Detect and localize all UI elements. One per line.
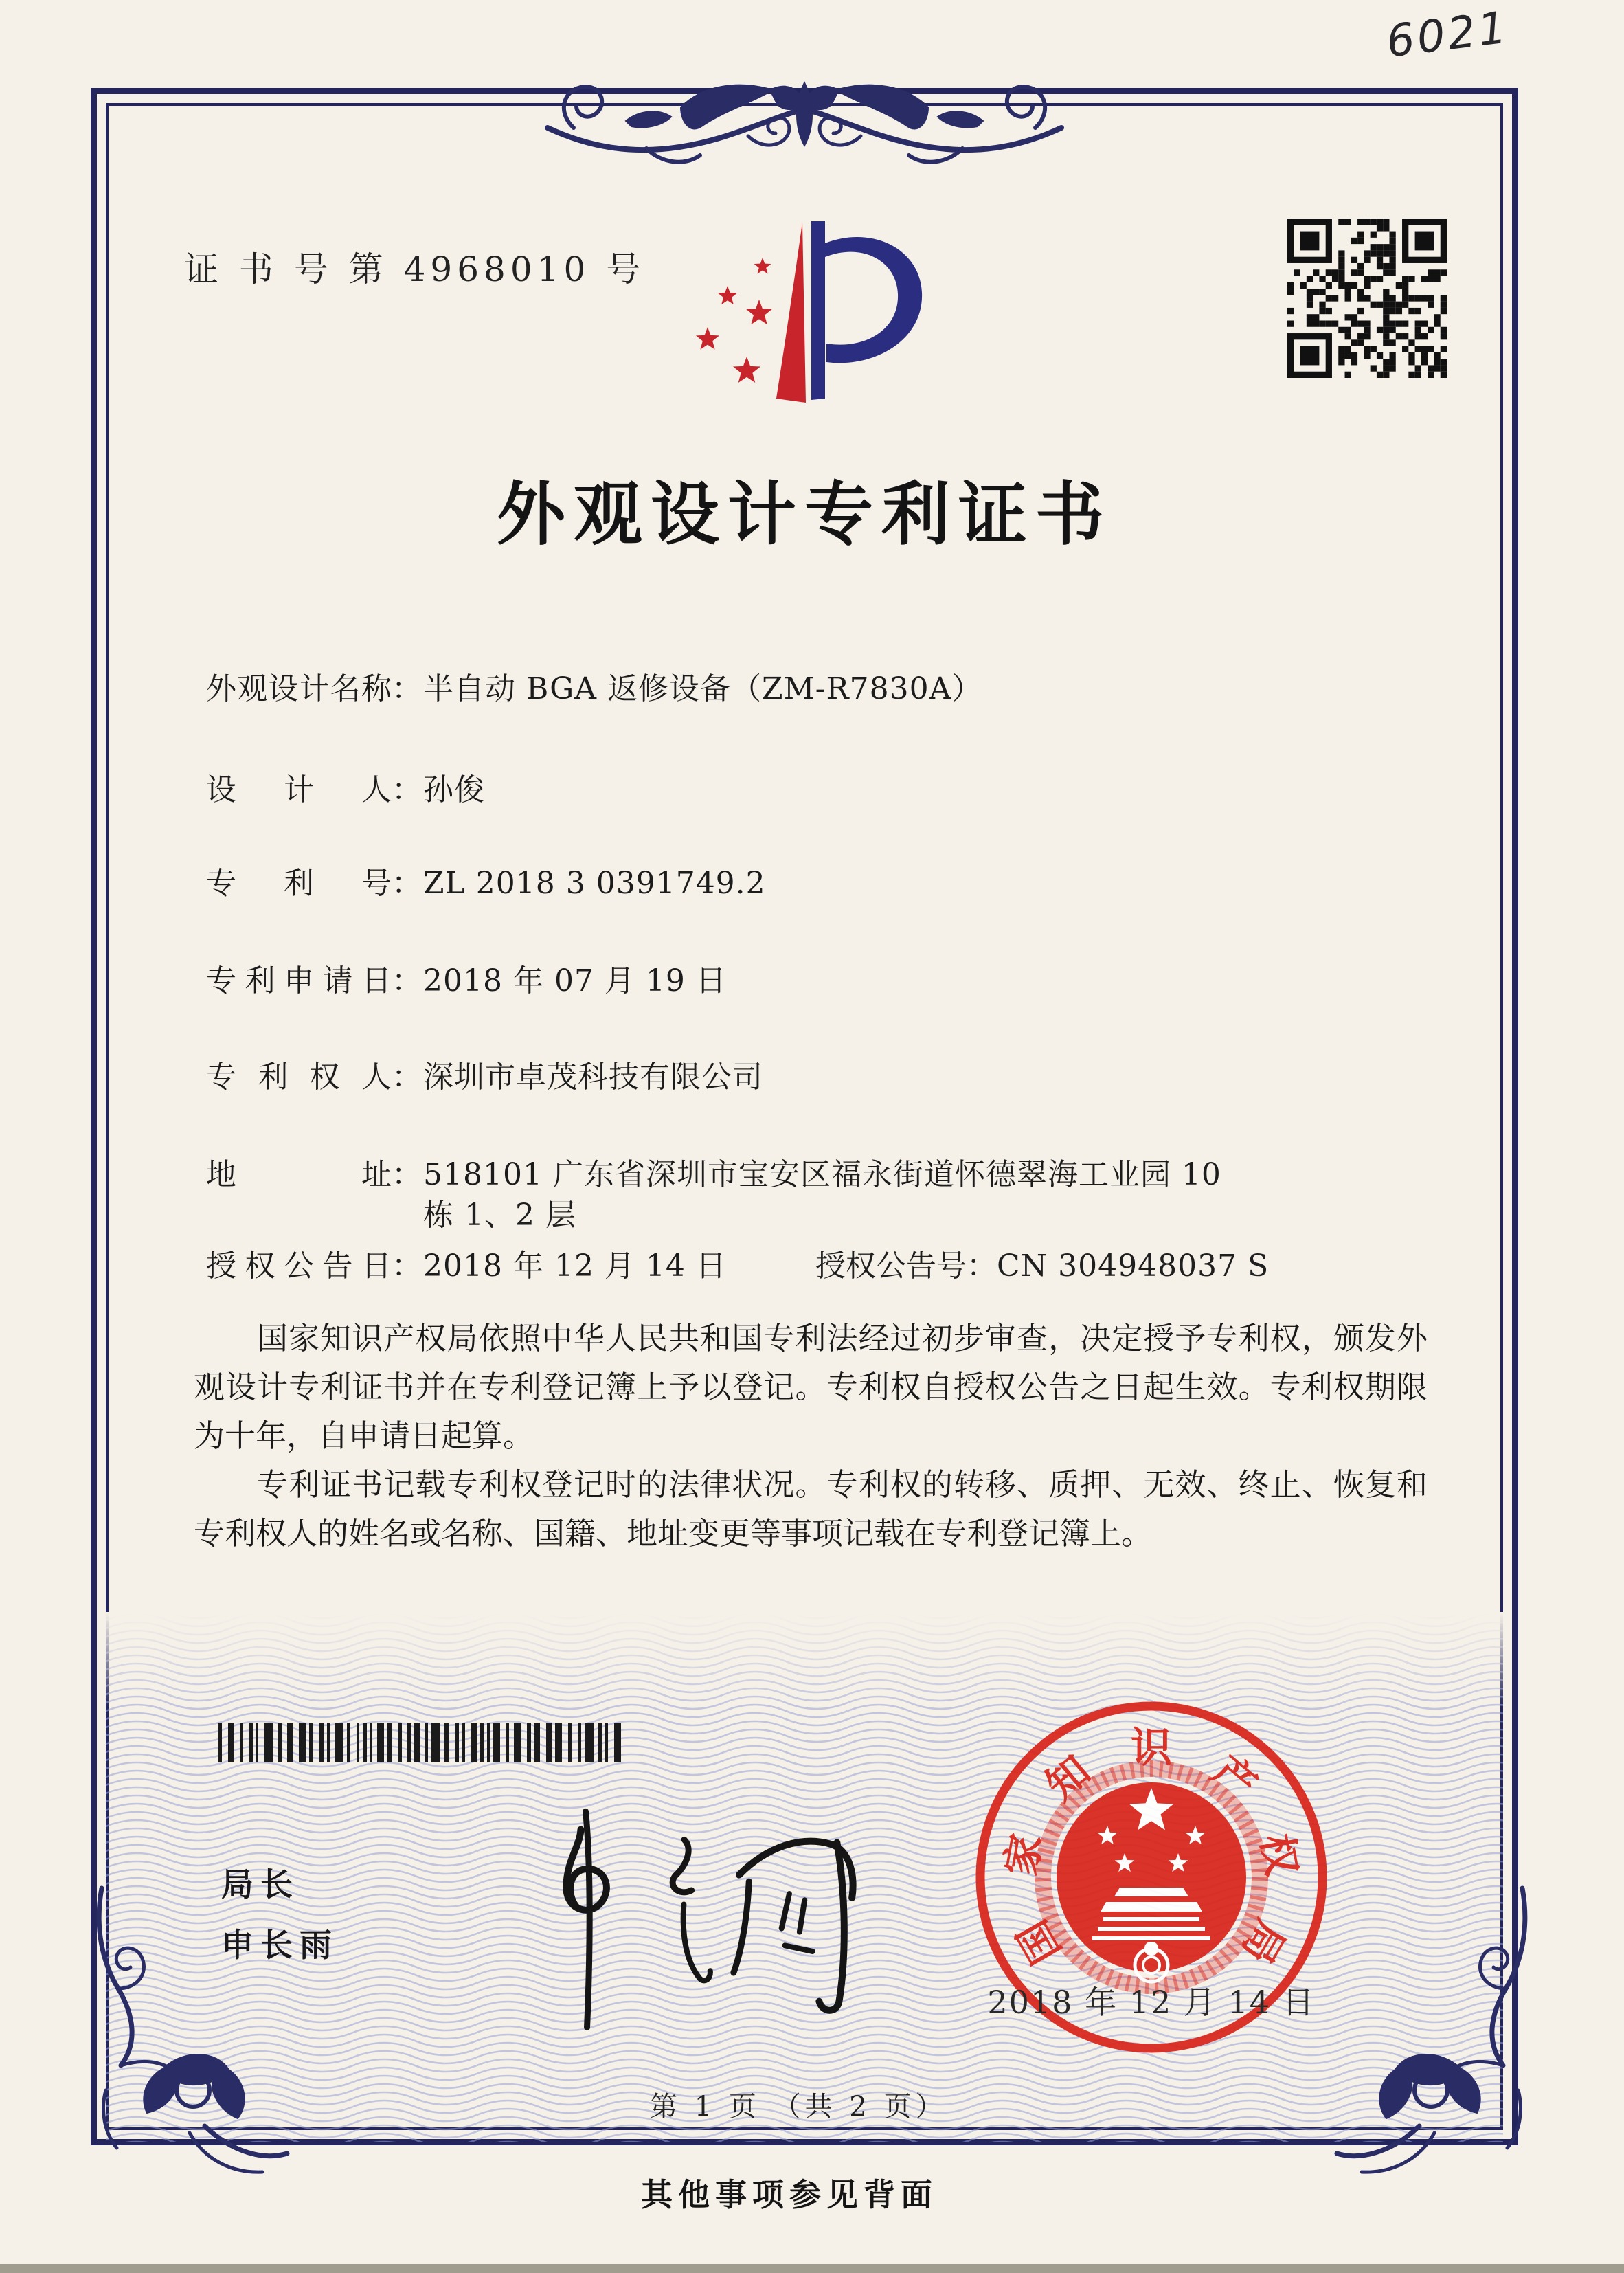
- field-value: 深圳市卓茂科技有限公司: [423, 1060, 763, 1095]
- certificate-number: 证 书 号 第 4968010 号: [184, 249, 646, 289]
- field-label: 授权公告号: [815, 1249, 967, 1284]
- field-value: 半自动 BGA 返修设备（ZM-R7830A）: [423, 671, 983, 706]
- field-label: 设计人: [206, 772, 392, 807]
- legal-paragraph-1: 国家知识产权局依照中华人民共和国专利法经过初步审查，决定授予专利权，颁发外观设计专利证书并在专利登记簿上予以登记。专利权自授权公告之日起生效。专利权期限为十年，自申请日起算。: [194, 1320, 1428, 1454]
- field-label: 授权公告日: [206, 1249, 392, 1284]
- director-name-label: 申长雨: [221, 1927, 339, 1964]
- field-value: 孙俊: [423, 772, 485, 807]
- barcode-icon: [218, 1723, 625, 1762]
- field-value: ZL 2018 3 0391749.2: [423, 866, 766, 901]
- back-side-note: 其他事项参见背面: [641, 2176, 938, 2213]
- corner-flourish-icon: [1330, 1884, 1543, 2186]
- dragon-ornament-icon: [543, 44, 1065, 188]
- field-value: CN 304948037 S: [997, 1249, 1270, 1284]
- seal-char: 识: [1131, 1724, 1172, 1772]
- field-address: 地址：518101 广东省深圳市宝安区福永街道怀德翠海工业园 10: [206, 1150, 1221, 1194]
- seal-char: 权: [1251, 1830, 1306, 1879]
- field-design-name: 外观设计名称：半自动 BGA 返修设备（ZM-R7830A）: [206, 664, 982, 708]
- field-designer: 设计人：孙俊: [206, 765, 485, 809]
- legal-text: [194, 1314, 1428, 1558]
- field-patentee: 专利权人：深圳市卓茂科技有限公司: [206, 1052, 763, 1096]
- director-role-label: 局长: [221, 1866, 300, 1904]
- field-filing-date: 专利申请日：2018 年 07 月 19 日: [206, 956, 727, 1000]
- legal-paragraph-2: 专利证书记载专利权登记时的法律状况。专利权的转移、质押、无效、终止、恢复和专利权人的姓名或名称、国籍、地址变更等事项记载在专利登记簿上。: [194, 1466, 1428, 1552]
- field-value: 2018 年 12 月 14 日: [423, 1249, 727, 1284]
- field-patent-no: 专利号：ZL 2018 3 0391749.2: [206, 858, 766, 902]
- field-label: 专利申请日: [206, 963, 392, 998]
- field-label: 外观设计名称: [206, 671, 392, 706]
- page-number: 第 1 页 （共 2 页）: [650, 2091, 947, 2123]
- seal-char: 知: [1037, 1746, 1100, 1811]
- qr-code-icon: [1287, 219, 1447, 378]
- logo-blue-bar: [811, 221, 825, 400]
- field-label: 地址: [206, 1157, 392, 1192]
- field-value: 518101 广东省深圳市宝安区福永街道怀德翠海工业园 10: [423, 1157, 1221, 1192]
- seal-date: 2018 年 12 月 14 日: [987, 1984, 1316, 2021]
- scan-edge-shadow: [0, 2264, 1624, 2273]
- field-label: 专利权人: [206, 1060, 392, 1095]
- page-title: 外观设计专利证书: [497, 473, 1112, 555]
- field-grant-no: 授权公告号：CN 304948037 S: [815, 1249, 1270, 1284]
- cnipa-logo-icon: [642, 184, 948, 435]
- field-label: 专利号: [206, 866, 392, 901]
- logo-blue-bowl: [825, 237, 922, 363]
- director-signature: [477, 1793, 870, 2040]
- seal-char: 局: [1232, 1912, 1295, 1972]
- handwritten-number: 6021: [1384, 2, 1512, 68]
- official-seal: [966, 1690, 1337, 2075]
- field-grant-date: 授权公告日：2018 年 12 月 14 日: [206, 1241, 727, 1285]
- seal-char: 家: [997, 1830, 1052, 1879]
- field-value: 2018 年 07 月 19 日: [423, 963, 727, 998]
- logo-red-wedge: [776, 222, 806, 403]
- seal-char: 产: [1203, 1746, 1266, 1811]
- center-leaf-icon: [796, 81, 813, 147]
- seal-char: 国: [1008, 1912, 1071, 1972]
- field-address-line2: 栋 1、2 层: [423, 1198, 576, 1233]
